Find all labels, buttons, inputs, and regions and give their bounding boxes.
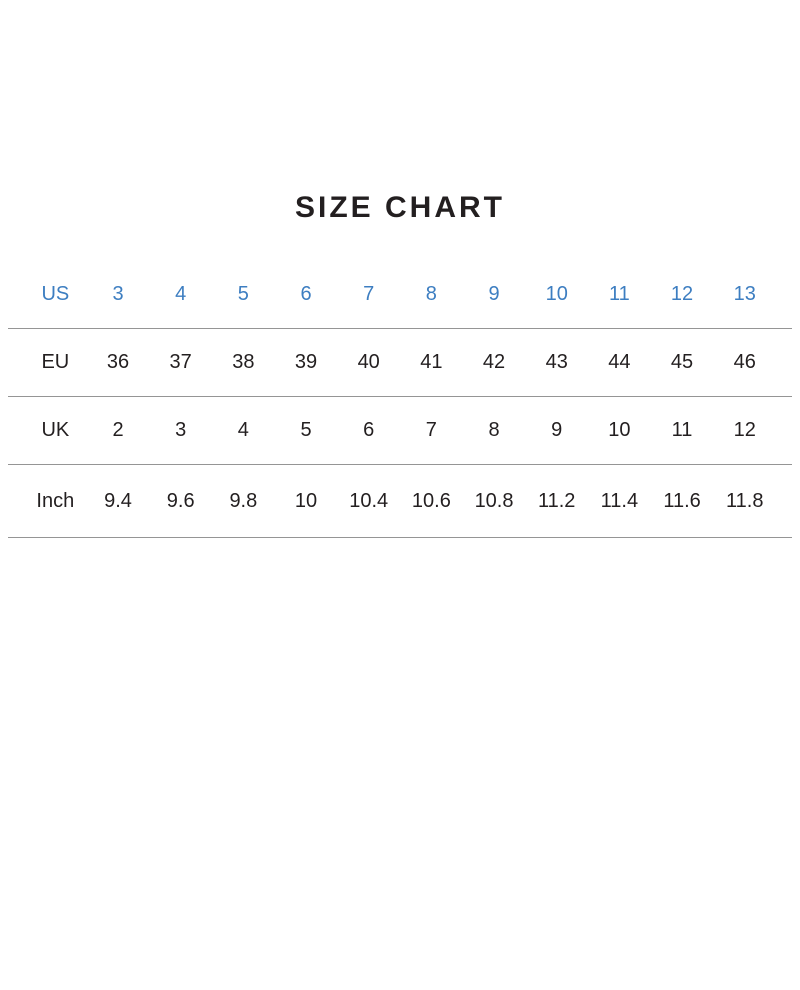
size-value-cell: 2 xyxy=(112,419,124,441)
size-value-cell: 45 xyxy=(670,351,694,373)
size-value-cell: 11.2 xyxy=(537,489,576,512)
size-value-cell: 4 xyxy=(175,283,187,305)
size-value-cell: 10 xyxy=(294,489,318,512)
size-value-cell: 12 xyxy=(733,419,756,441)
size-value-cell: 36 xyxy=(106,351,130,373)
size-value-cell: 10.4 xyxy=(349,489,389,512)
size-value-cell: 5 xyxy=(237,283,249,305)
size-value-cell: 9.4 xyxy=(104,489,132,512)
size-value-cell: 10.6 xyxy=(411,489,451,512)
size-value-cell: 11.6 xyxy=(663,489,701,512)
size-value-cell: 38 xyxy=(232,351,255,373)
size-value-cell: 11.8 xyxy=(726,489,764,512)
size-value-cell: 9 xyxy=(488,283,500,305)
size-value-cell: 12 xyxy=(670,283,694,305)
size-row-inch xyxy=(8,465,792,538)
size-row-eu xyxy=(8,329,792,397)
size-chart-page xyxy=(0,190,800,538)
size-value-cell: 6 xyxy=(300,283,312,305)
size-value-cell: 4 xyxy=(237,419,249,441)
size-value-cell: 9 xyxy=(551,419,563,441)
size-value-cell: 3 xyxy=(175,419,187,441)
size-value-cell: 37 xyxy=(169,351,192,373)
size-value-cell: 7 xyxy=(363,283,375,305)
size-value-cell: 39 xyxy=(294,351,318,373)
size-value-cell: 42 xyxy=(482,351,506,373)
size-row-us xyxy=(8,261,792,329)
size-value-cell: 40 xyxy=(357,351,380,373)
size-value-cell: 11 xyxy=(609,283,630,305)
size-value-cell: 44 xyxy=(608,351,631,373)
size-row-uk xyxy=(8,397,792,465)
size-value-cell: 3 xyxy=(112,283,124,305)
size-value-cell: 9.8 xyxy=(229,489,258,512)
size-value-cell: 13 xyxy=(733,283,756,305)
row-label-uk: UK xyxy=(41,419,70,441)
size-value-cell: 8 xyxy=(488,419,500,441)
size-value-cell: 10 xyxy=(608,419,631,441)
row-label-inch: Inch xyxy=(36,489,75,512)
size-conversion-table xyxy=(0,261,800,538)
size-value-cell: 9.6 xyxy=(166,489,195,512)
size-value-cell: 11 xyxy=(671,419,693,441)
size-value-cell: 10 xyxy=(545,283,568,305)
size-value-cell: 5 xyxy=(300,419,312,441)
size-value-cell: 8 xyxy=(425,283,437,305)
size-value-cell: 7 xyxy=(425,419,437,441)
page-title: SIZE CHART xyxy=(295,191,505,224)
size-value-cell: 43 xyxy=(545,351,568,373)
row-label-us: US xyxy=(41,283,70,305)
size-value-cell: 6 xyxy=(363,419,375,441)
size-value-cell: 46 xyxy=(733,351,756,373)
size-value-cell: 10.8 xyxy=(474,489,514,512)
row-label-eu: EU xyxy=(41,351,70,373)
size-value-cell: 41 xyxy=(420,351,443,373)
size-value-cell: 11.4 xyxy=(600,489,639,512)
